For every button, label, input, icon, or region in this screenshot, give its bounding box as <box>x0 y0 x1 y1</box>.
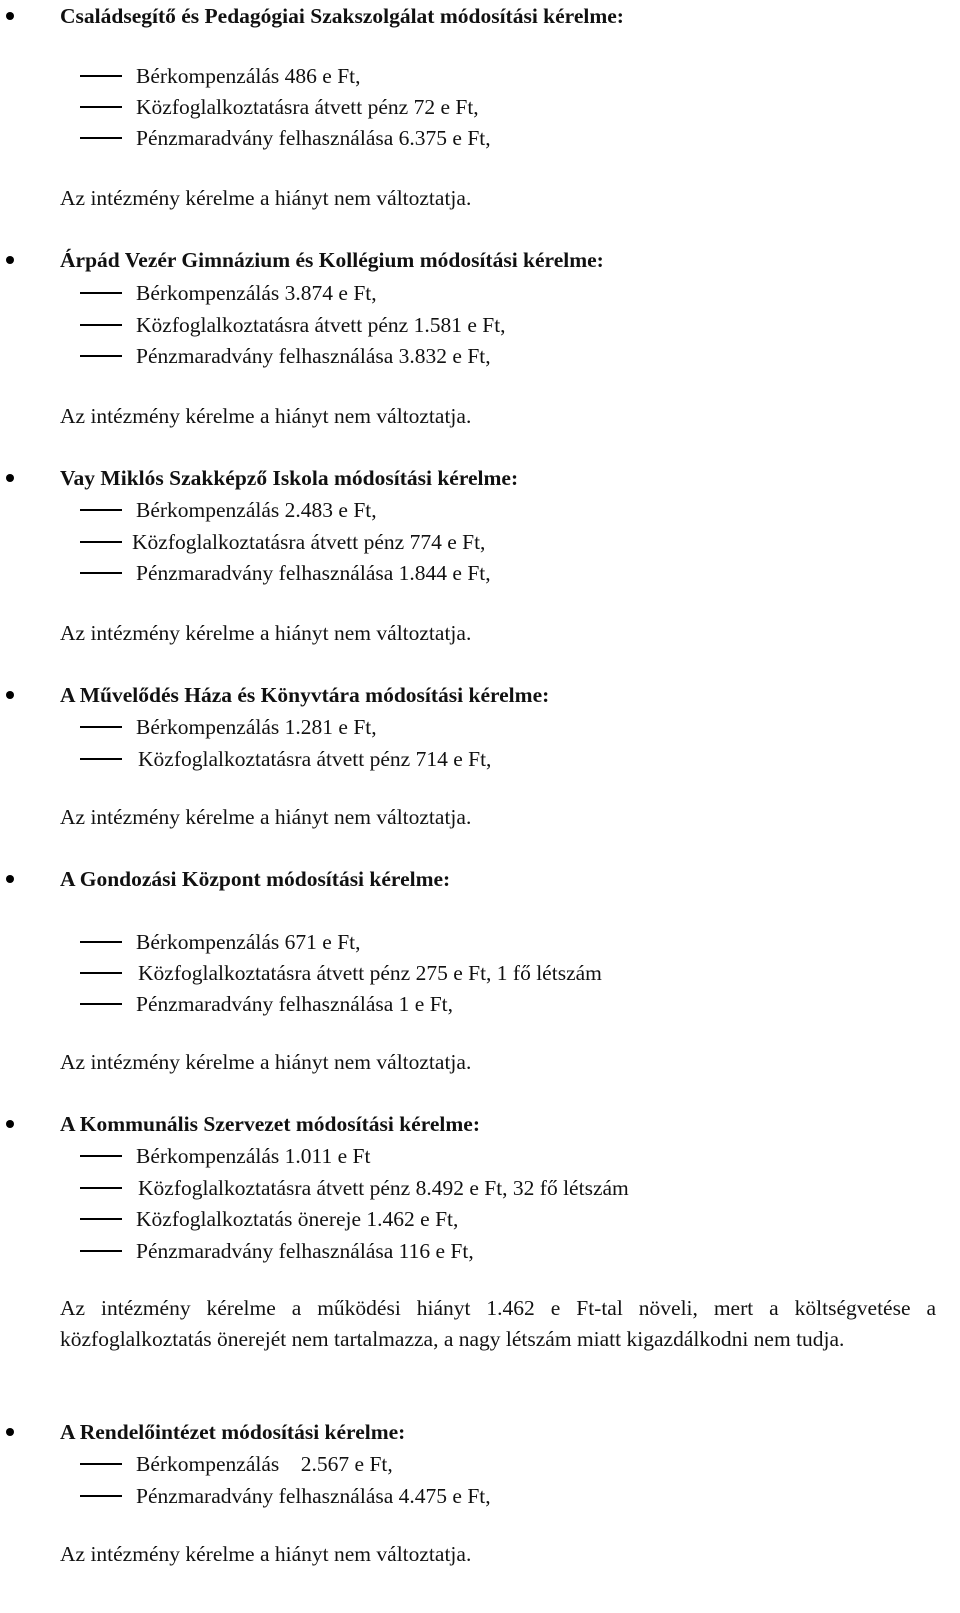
list-item: Bérkompenzálás 1.011 e Ft <box>136 1144 371 1168</box>
dash-icon <box>80 1250 122 1252</box>
dash-icon <box>80 941 122 943</box>
list-item: Közfoglalkoztatás önereje 1.462 e Ft, <box>136 1207 459 1231</box>
list-item: Bérkompenzálás 3.874 e Ft, <box>136 281 377 305</box>
dash-icon <box>80 292 122 294</box>
dash-icon <box>80 1463 122 1465</box>
section-heading: A Művelődés Háza és Könyvtára módosítási kérelme: <box>60 683 550 707</box>
bullet-icon <box>6 12 14 20</box>
dash-icon <box>80 355 122 357</box>
bullet-icon <box>6 1120 14 1128</box>
dash-icon <box>80 972 122 974</box>
list-item: Bérkompenzálás 671 e Ft, <box>136 930 361 954</box>
bullet-icon <box>6 691 14 699</box>
dash-icon <box>80 1003 122 1005</box>
dash-icon <box>80 137 122 139</box>
section-conclusion: Az intézmény kérelme a hiányt nem változtatja. <box>60 1542 472 1566</box>
section-conclusion: Az intézmény kérelme a hiányt nem változtatja. <box>60 621 472 645</box>
dash-icon <box>80 758 122 760</box>
section-heading: A Kommunális Szervezet módosítási kérelme: <box>60 1112 480 1136</box>
list-item: Közfoglalkoztatásra átvett pénz 72 e Ft, <box>136 95 479 119</box>
section-conclusion: Az intézmény kérelme a működési hiányt 1.462 e Ft-tal növeli, mert a költségvetése a közfoglalkoztatás önerejét nem tartalmazza, a nagy létszám miatt kigazdálkodni nem tudja. <box>60 1296 936 1351</box>
section-heading: A Rendelőintézet módosítási kérelme: <box>60 1420 406 1444</box>
list-item: Pénzmaradvány felhasználása 1 e Ft, <box>136 992 453 1016</box>
list-item: Közfoglalkoztatásra átvett pénz 275 e Ft, 1 fő létszám <box>138 961 602 985</box>
dash-icon <box>80 324 122 326</box>
dash-icon <box>80 572 122 574</box>
list-item: Közfoglalkoztatásra átvett pénz 714 e Ft, <box>138 747 492 771</box>
list-item: Bérkompenzálás 2.567 e Ft, <box>136 1452 393 1476</box>
dash-icon <box>80 1495 122 1497</box>
list-item: Közfoglalkoztatásra átvett pénz 1.581 e Ft, <box>136 313 506 337</box>
list-item: Közfoglalkoztatásra átvett pénz 8.492 e Ft, 32 fő létszám <box>138 1176 629 1200</box>
dash-icon <box>80 541 122 543</box>
list-item: Pénzmaradvány felhasználása 1.844 e Ft, <box>136 561 491 585</box>
dash-icon <box>80 1218 122 1220</box>
list-item: Pénzmaradvány felhasználása 116 e Ft, <box>136 1239 474 1263</box>
section-conclusion: Az intézmény kérelme a hiányt nem változtatja. <box>60 1050 472 1074</box>
list-item: Pénzmaradvány felhasználása 3.832 e Ft, <box>136 344 491 368</box>
bullet-icon <box>6 256 14 264</box>
bullet-icon <box>6 474 14 482</box>
list-item: Közfoglalkoztatásra átvett pénz 774 e Ft, <box>132 530 486 554</box>
list-item: Bérkompenzálás 486 e Ft, <box>136 64 361 88</box>
section-conclusion: Az intézmény kérelme a hiányt nem változtatja. <box>60 186 472 210</box>
section-heading: Családsegítő és Pedagógiai Szakszolgálat módosítási kérelme: <box>60 4 624 28</box>
dash-icon <box>80 1187 122 1189</box>
section-heading: Árpád Vezér Gimnázium és Kollégium módosítási kérelme: <box>60 248 604 272</box>
list-item: Bérkompenzálás 1.281 e Ft, <box>136 715 377 739</box>
section-heading: Vay Miklós Szakképző Iskola módosítási kérelme: <box>60 466 519 490</box>
list-item: Bérkompenzálás 2.483 e Ft, <box>136 498 377 522</box>
bullet-icon <box>6 875 14 883</box>
bullet-icon <box>6 1428 14 1436</box>
dash-icon <box>80 726 122 728</box>
section-conclusion: Az intézmény kérelme a hiányt nem változtatja. <box>60 404 472 428</box>
list-item: Pénzmaradvány felhasználása 6.375 e Ft, <box>136 126 491 150</box>
dash-icon <box>80 106 122 108</box>
section-heading: A Gondozási Központ módosítási kérelme: <box>60 867 451 891</box>
list-item: Pénzmaradvány felhasználása 4.475 e Ft, <box>136 1484 491 1508</box>
dash-icon <box>80 1155 122 1157</box>
dash-icon <box>80 509 122 511</box>
section-conclusion: Az intézmény kérelme a hiányt nem változtatja. <box>60 805 472 829</box>
dash-icon <box>80 75 122 77</box>
